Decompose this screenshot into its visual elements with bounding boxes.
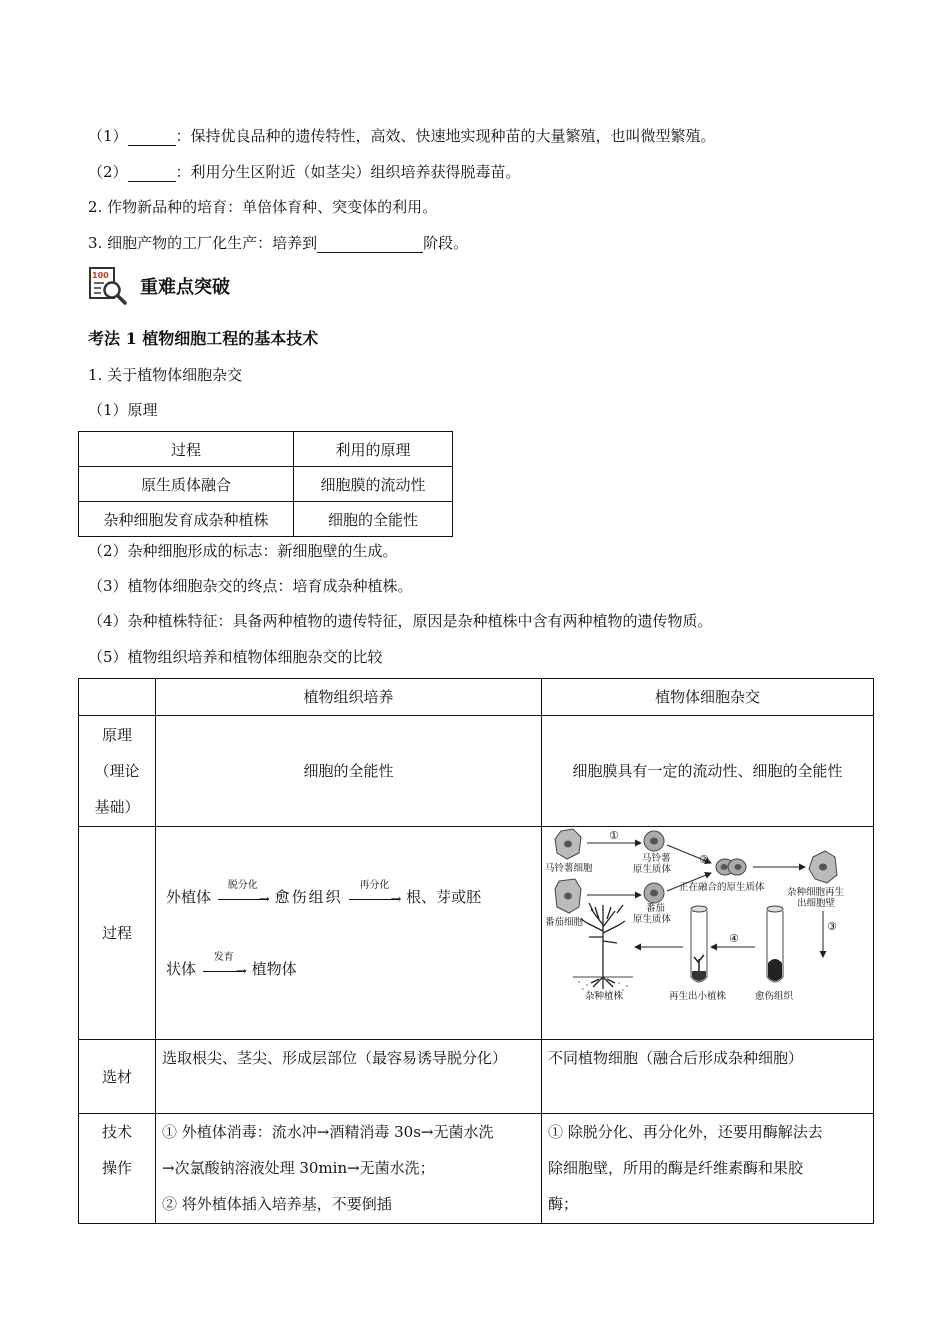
fill-blank-2[interactable] bbox=[128, 165, 176, 182]
somatic-hybridization-diagram bbox=[543, 827, 873, 1035]
sub-heading-1: 1. 关于植物体细胞杂交 bbox=[88, 366, 243, 384]
intro-line-2-text: ：利用分生区附近（如茎尖）组织培养获得脱毒苗。 bbox=[175, 163, 521, 181]
intro-line-4-prefix: 3. 细胞产物的工厂化生产：培养到 bbox=[88, 234, 318, 252]
table-cell: 杂种细胞发育成杂种植株 bbox=[79, 502, 294, 537]
intro-line-2 bbox=[88, 162, 521, 182]
table-header-cell: 植物体细胞杂交 bbox=[542, 679, 874, 716]
flow-explant: 外植体 bbox=[166, 888, 212, 906]
section-title: 重难点突破 bbox=[140, 277, 230, 298]
point-2: （2）杂种细胞形成的标志：新细胞壁的生成。 bbox=[88, 542, 398, 560]
table-cell: 不同植物细胞（融合后形成杂种细胞） bbox=[542, 1040, 874, 1114]
svg-text:马铃薯: 马铃薯 bbox=[641, 853, 671, 864]
hybrid-plant-icon bbox=[581, 903, 625, 989]
intro-line-1-text: ：保持优良品种的遗传特性，高效、快速地实现种苗的大量繁殖，也叫微型繁殖。 bbox=[175, 127, 716, 145]
row-label-technique: 技术 操作 bbox=[79, 1114, 156, 1224]
fill-blank-1[interactable] bbox=[128, 129, 176, 146]
svg-text:①: ① bbox=[608, 829, 619, 842]
tissue-culture-flow bbox=[156, 827, 542, 1040]
svg-text:原生质体: 原生质体 bbox=[632, 864, 671, 875]
arrow-redifferentiation: 再分化 → bbox=[347, 888, 401, 908]
table-cell: ① 除脱分化、再分化外，还要用酶解法去 除细胞壁，所用的酶是纤维素酶和果胶 酶； bbox=[542, 1114, 874, 1224]
svg-text:番茄细胞: 番茄细胞 bbox=[544, 917, 583, 928]
table-row bbox=[79, 1114, 874, 1224]
table-cell: 细胞的全能性 bbox=[156, 716, 542, 827]
svg-text:番茄: 番茄 bbox=[645, 903, 665, 914]
intro-line-1-prefix: （1） bbox=[88, 127, 128, 145]
table-header-cell bbox=[79, 679, 156, 716]
sub-heading-1a: （1）原理 bbox=[88, 401, 158, 419]
svg-text:杂种细胞再生: 杂种细胞再生 bbox=[786, 887, 844, 898]
table-row bbox=[79, 679, 874, 716]
table-header-cell: 过程 bbox=[79, 432, 294, 467]
table-row bbox=[79, 1040, 874, 1114]
intro-line-3: 2. 作物新品种的培育：单倍体育种、突变体的利用。 bbox=[88, 198, 438, 216]
table-header-cell: 植物组织培养 bbox=[156, 679, 542, 716]
point-5: （5）植物组织培养和植物体细胞杂交的比较 bbox=[88, 648, 383, 666]
arrow-development: 发育 → bbox=[201, 960, 247, 980]
intro-line-2-prefix: （2） bbox=[88, 163, 128, 181]
magnifier-report-icon bbox=[88, 266, 128, 306]
svg-text:④: ④ bbox=[728, 932, 739, 945]
comparison-table bbox=[78, 678, 874, 1224]
svg-text:原生质体: 原生质体 bbox=[632, 914, 671, 925]
row-label-material: 选材 bbox=[79, 1040, 156, 1114]
svg-text:③: ③ bbox=[826, 920, 837, 933]
arrow-dedifferentiation: 脱分化 → bbox=[216, 888, 270, 908]
flow-organs: 根、芽或胚 bbox=[406, 888, 482, 906]
svg-text:100: 100 bbox=[92, 271, 109, 280]
table-cell: 细胞膜的流动性 bbox=[294, 467, 453, 502]
table-cell: 原生质体融合 bbox=[79, 467, 294, 502]
svg-text:②: ② bbox=[698, 853, 709, 866]
row-label-principle: 原理 （理论 基础） bbox=[79, 716, 156, 827]
intro-line-1 bbox=[88, 126, 716, 146]
principle-table bbox=[78, 431, 453, 537]
intro-line-4-text: 阶段。 bbox=[423, 234, 469, 252]
method-title: 考法 1 植物细胞工程的基本技术 bbox=[88, 329, 319, 348]
point-3: （3）植物体细胞杂交的终点：培育成杂种植株。 bbox=[88, 577, 413, 595]
section-heading bbox=[88, 266, 230, 306]
table-row bbox=[79, 502, 453, 537]
somatic-hybridization-diagram-cell bbox=[542, 827, 874, 1040]
svg-text:马铃薯细胞: 马铃薯细胞 bbox=[544, 863, 593, 874]
flow-callus: 愈伤组织 bbox=[274, 888, 343, 906]
flow-plant: 植物体 bbox=[251, 960, 297, 978]
row-label-process: 过程 bbox=[79, 827, 156, 1040]
flow-embryoid: 状体 bbox=[166, 960, 197, 978]
svg-text:愈伤组织: 愈伤组织 bbox=[754, 991, 793, 1002]
table-cell: 细胞的全能性 bbox=[294, 502, 453, 537]
svg-text:正在融合的原生质体: 正在融合的原生质体 bbox=[678, 882, 765, 893]
svg-text:再生出小植株: 再生出小植株 bbox=[668, 991, 726, 1002]
table-cell: 细胞膜具有一定的流动性、细胞的全能性 bbox=[542, 716, 874, 827]
svg-text:出细胞壁: 出细胞壁 bbox=[796, 898, 835, 909]
intro-line-4 bbox=[88, 233, 468, 253]
svg-text:杂种植株: 杂种植株 bbox=[584, 991, 623, 1002]
table-row bbox=[79, 827, 874, 1040]
table-row bbox=[79, 716, 874, 827]
table-header-cell: 利用的原理 bbox=[294, 432, 453, 467]
point-4: （4）杂种植株特征：具备两种植物的遗传特征，原因是杂种植株中含有两种植物的遗传物质。 bbox=[88, 612, 713, 630]
table-row bbox=[79, 467, 453, 502]
table-row bbox=[79, 432, 453, 467]
fill-blank-3[interactable] bbox=[317, 236, 423, 253]
table-cell: 选取根尖、茎尖、形成层部位（最容易诱导脱分化） bbox=[156, 1040, 542, 1114]
table-cell: ① 外植体消毒：流水冲→酒精消毒 30s→无菌水洗 →次氯酸钠溶液处理 30min→无菌水洗； ② 将外植体插入培养基，不要倒插 bbox=[156, 1114, 542, 1224]
